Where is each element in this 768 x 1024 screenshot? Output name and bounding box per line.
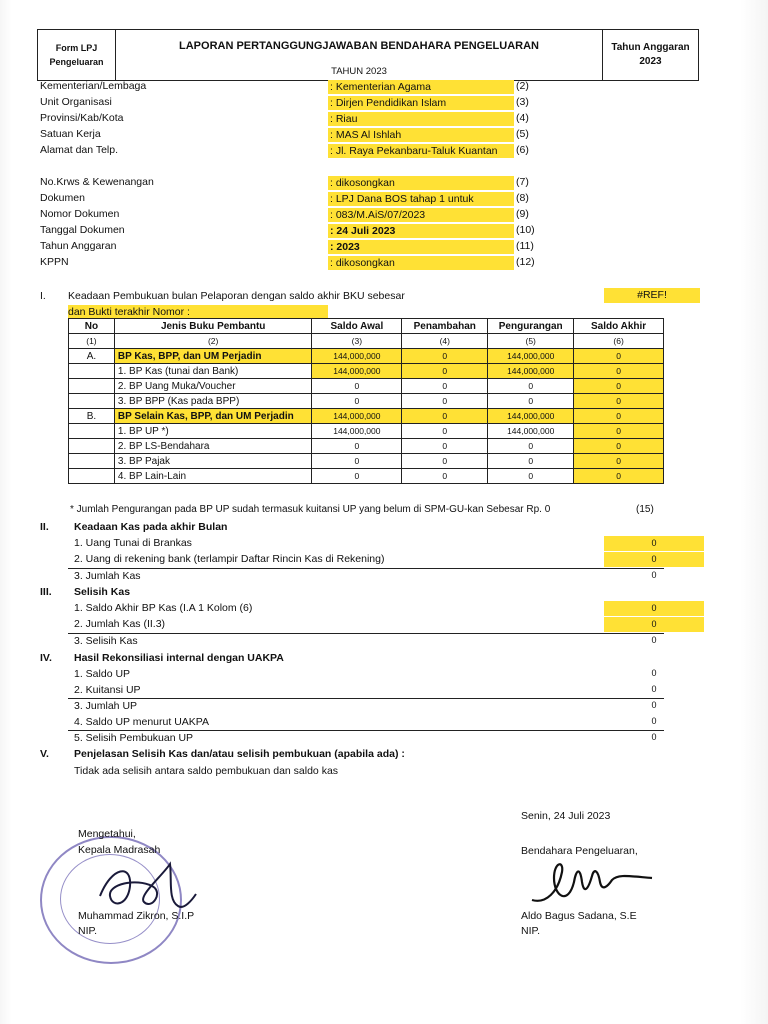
identity-value: : Dirjen Pendidikan Islam: [328, 96, 514, 110]
identity-value: : MAS Al Ishlah: [328, 128, 514, 142]
row-name: 3. BP BPP (Kas pada BPP): [114, 394, 312, 409]
doc-info-value: : dikosongkan: [328, 256, 514, 270]
row-awal: 144,000,000: [312, 364, 402, 379]
section-5-text: Tidak ada selisih antara saldo pembukuan dan saldo kas: [74, 765, 339, 777]
section-4-item-value: 0: [651, 668, 657, 678]
section-4-item-label: 3. Jumlah UP: [74, 700, 138, 712]
row-akhir: 0: [574, 364, 664, 379]
row-kurang: 144,000,000: [488, 349, 574, 364]
form-label: Form LPJ Pengeluaran: [38, 30, 116, 80]
table-footnote: * Jumlah Pengurangan pada BP UP sudah termasuk kuitansi UP yang belum di SPM-GU-kan Sebesar Rp. 0: [70, 504, 551, 515]
doc-info-num: (11): [516, 240, 534, 252]
identity-label: Satuan Kerja: [40, 128, 101, 140]
section-2-title: Keadaan Kas pada akhir Bulan: [74, 521, 228, 533]
row-awal: 0: [312, 394, 402, 409]
table-colnum-row: [69, 334, 664, 349]
row-no: [69, 424, 115, 439]
section-3-item-label: 3. Selisih Kas: [74, 635, 138, 647]
identity-label: Kementerian/Lembaga: [40, 80, 147, 92]
col-header: No: [69, 319, 115, 334]
row-no: B.: [69, 409, 115, 424]
sum-divider: [68, 730, 664, 731]
row-tambah: 0: [402, 469, 488, 484]
row-awal: 0: [312, 469, 402, 484]
section-3-item-label: 2. Jumlah Kas (II.3): [74, 618, 166, 630]
identity-num: (3): [516, 96, 529, 108]
identity-label: Unit Organisasi: [40, 96, 112, 108]
row-awal: 144,000,000: [312, 424, 402, 439]
identity-label: Provinsi/Kab/Kota: [40, 112, 124, 124]
row-awal: 0: [312, 379, 402, 394]
section-4-item-value: 0: [651, 700, 657, 710]
left-sign-title: Kepala Madrasah: [78, 844, 161, 856]
row-no: [69, 394, 115, 409]
section-5-roman: V.: [40, 748, 49, 760]
section-4-item-label: 2. Kuitansi UP: [74, 684, 141, 696]
doc-info-value: : LPJ Dana BOS tahap 1 untuk: [328, 192, 514, 206]
section-2-item-label: 1. Uang Tunai di Brankas: [74, 537, 192, 549]
headmaster-name: Muhammad Zikron, S.I.P: [78, 910, 195, 922]
treasurer-nip: NIP.: [521, 925, 541, 937]
headmaster-signature: [92, 856, 202, 918]
section-4-item-label: 5. Selisih Pembukuan UP: [74, 732, 194, 744]
section-2-roman: II.: [40, 521, 49, 533]
table-row: [69, 424, 664, 439]
section-1-text: Keadaan Pembukuan bulan Pelaporan dengan saldo akhir BKU sebesar: [68, 290, 405, 302]
identity-num: (4): [516, 112, 529, 124]
row-kurang: 0: [488, 394, 574, 409]
doc-info-value: : 2023: [328, 240, 514, 254]
identity-label: Alamat dan Telp.: [40, 144, 119, 156]
section-4-roman: IV.: [40, 652, 52, 664]
table-row: [69, 364, 664, 379]
row-no: [69, 379, 115, 394]
section-4-item-label: 4. Saldo UP menurut UAKPA: [74, 716, 210, 728]
row-name: 3. BP Pajak: [114, 454, 312, 469]
row-tambah: 0: [402, 394, 488, 409]
table-row: [69, 349, 664, 364]
row-kurang: 0: [488, 439, 574, 454]
left-sign-line1: Mengetahui,: [78, 828, 136, 840]
section-4-item-value: 0: [651, 684, 657, 694]
section-3-item-value: 0: [651, 635, 657, 645]
row-name: BP Kas, BPP, dan UM Perjadin: [114, 349, 312, 364]
identity-value: : Jl. Raya Pekanbaru-Taluk Kuantan: [328, 144, 514, 158]
row-name: 1. BP Kas (tunai dan Bank): [114, 364, 312, 379]
row-name: 4. BP Lain-Lain: [114, 469, 312, 484]
report-title: LAPORAN PERTANGGUNGJAWABAN BENDAHARA PENGELUARAN: [179, 40, 539, 52]
table-row: [69, 409, 664, 424]
row-name: 1. BP UP *): [114, 424, 312, 439]
section-4-item-label: 1. Saldo UP: [74, 668, 131, 680]
identity-num: (2): [516, 80, 529, 92]
section-2-item-label: 3. Jumlah Kas: [74, 570, 141, 582]
section-2-item-value: 0: [604, 552, 704, 567]
row-kurang: 0: [488, 469, 574, 484]
section-4-item-value: 0: [651, 732, 657, 742]
row-name: BP Selain Kas, BPP, dan UM Perjadin: [114, 409, 312, 424]
report-header: [37, 29, 699, 81]
row-tambah: 0: [402, 409, 488, 424]
row-akhir: 0: [574, 394, 664, 409]
row-awal: 0: [312, 439, 402, 454]
treasurer-name: Aldo Bagus Sadana, S.E: [521, 910, 637, 922]
headmaster-nip: NIP.: [78, 925, 98, 937]
row-tambah: 0: [402, 439, 488, 454]
doc-info-label: Nomor Dokumen: [40, 208, 120, 220]
treasurer-signature: [528, 852, 656, 914]
section-4-item-value: 0: [651, 716, 657, 726]
doc-info-num: (7): [516, 176, 529, 188]
col-num: (4): [402, 334, 488, 349]
row-no: [69, 364, 115, 379]
row-akhir: 0: [574, 424, 664, 439]
doc-info-num: (8): [516, 192, 529, 204]
col-header: Pengurangan: [488, 319, 574, 334]
row-kurang: 144,000,000: [488, 409, 574, 424]
section-4-title: Hasil Rekonsiliasi internal dengan UAKPA: [74, 652, 284, 664]
last-proof-number: dan Bukti terakhir Nomor :: [68, 305, 328, 319]
doc-info-label: KPPN: [40, 256, 69, 268]
doc-info-num: (12): [516, 256, 535, 268]
doc-info-num: (9): [516, 208, 529, 220]
table-row: [69, 439, 664, 454]
row-kurang: 144,000,000: [488, 364, 574, 379]
doc-info-label: No.Krws & Kewenangan: [40, 176, 154, 188]
report-subtitle: TAHUN 2023: [331, 66, 387, 77]
table-row: [69, 469, 664, 484]
doc-info-value: : 24 Juli 2023: [328, 224, 514, 238]
doc-info-value: : 083/M.AiS/07/2023: [328, 208, 514, 222]
col-num: (3): [312, 334, 402, 349]
row-no: [69, 439, 115, 454]
section-3-item-label: 1. Saldo Akhir BP Kas (I.A 1 Kolom (6): [74, 602, 253, 614]
row-awal: 144,000,000: [312, 409, 402, 424]
col-num: (6): [574, 334, 664, 349]
treasurer-title: Bendahara Pengeluaran,: [521, 845, 638, 857]
row-tambah: 0: [402, 454, 488, 469]
row-akhir: 0: [574, 379, 664, 394]
row-kurang: 0: [488, 454, 574, 469]
doc-info-value: : dikosongkan: [328, 176, 514, 190]
signature-date: Senin, 24 Juli 2023: [521, 810, 611, 822]
table-row: [69, 379, 664, 394]
section-2-item-label: 2. Uang di rekening bank (terlampir Daftar Rincin Kas di Rekening): [74, 553, 385, 565]
sum-divider: [68, 698, 664, 699]
row-kurang: 144,000,000: [488, 424, 574, 439]
section-5-title: Penjelasan Selisih Kas dan/atau selisih pembukuan (apabila ada) :: [74, 748, 405, 760]
row-name: 2. BP Uang Muka/Voucher: [114, 379, 312, 394]
section-3-item-value: 0: [604, 617, 704, 632]
section-3-title: Selisih Kas: [74, 586, 131, 598]
doc-info-label: Tanggal Dokumen: [40, 224, 125, 236]
row-no: A.: [69, 349, 115, 364]
doc-info-label: Dokumen: [40, 192, 85, 204]
identity-num: (6): [516, 144, 529, 156]
doc-info-num: (10): [516, 224, 535, 236]
col-header: Penambahan: [402, 319, 488, 334]
row-akhir: 0: [574, 469, 664, 484]
col-header: Saldo Awal: [312, 319, 402, 334]
bku-ref-value: #REF!: [604, 288, 700, 303]
row-tambah: 0: [402, 349, 488, 364]
col-num: (5): [488, 334, 574, 349]
section-3-roman: III.: [40, 586, 52, 598]
table-row: [69, 454, 664, 469]
sum-divider: [68, 633, 664, 634]
col-header: Saldo Akhir: [574, 319, 664, 334]
doc-info-label: Tahun Anggaran: [40, 240, 117, 252]
row-no: [69, 454, 115, 469]
footnote-num: (15): [636, 504, 654, 515]
row-awal: 144,000,000: [312, 349, 402, 364]
identity-value: : Kementerian Agama: [328, 80, 514, 94]
row-akhir: 0: [574, 349, 664, 364]
section-2-item-value: 0: [604, 536, 704, 551]
sum-divider: [68, 568, 664, 569]
row-awal: 0: [312, 454, 402, 469]
row-akhir: 0: [574, 439, 664, 454]
identity-value: : Riau: [328, 112, 514, 126]
table-row: [69, 394, 664, 409]
row-tambah: 0: [402, 379, 488, 394]
fiscal-year-label: Tahun Anggaran 2023: [602, 30, 698, 80]
section-2-item-value: 0: [651, 570, 657, 580]
row-no: [69, 469, 115, 484]
row-kurang: 0: [488, 379, 574, 394]
bookkeeping-table: [68, 318, 664, 484]
col-num: (1): [69, 334, 115, 349]
col-header: Jenis Buku Pembantu: [114, 319, 312, 334]
row-name: 2. BP LS-Bendahara: [114, 439, 312, 454]
row-tambah: 0: [402, 424, 488, 439]
row-akhir: 0: [574, 409, 664, 424]
section-1-roman: I.: [40, 290, 46, 302]
col-num: (2): [114, 334, 312, 349]
identity-num: (5): [516, 128, 529, 140]
row-tambah: 0: [402, 364, 488, 379]
section-3-item-value: 0: [604, 601, 704, 616]
row-akhir: 0: [574, 454, 664, 469]
table-header-row: [69, 319, 664, 334]
